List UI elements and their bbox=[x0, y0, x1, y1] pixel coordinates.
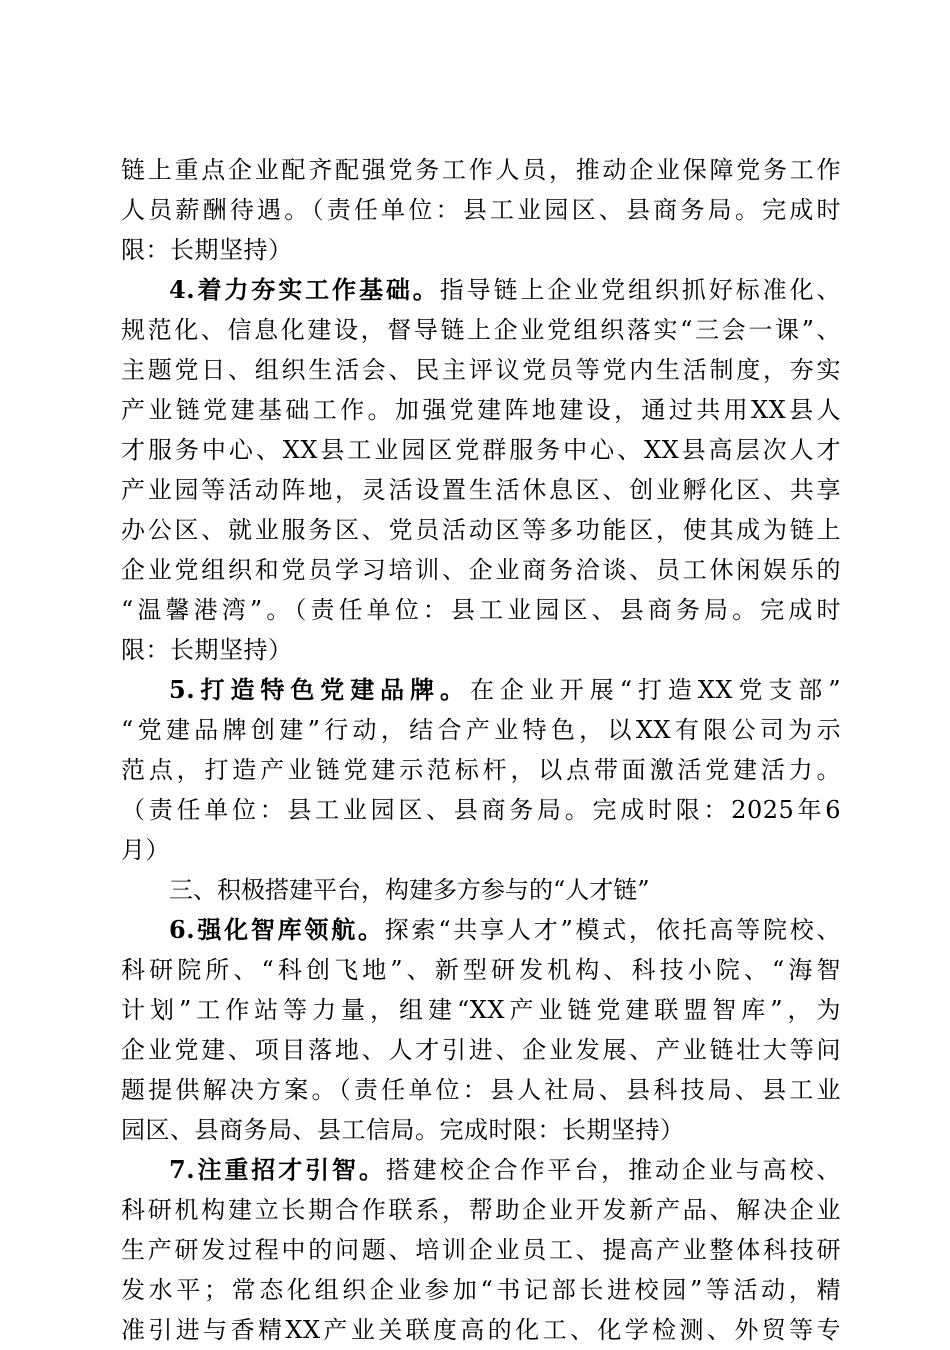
body-line: 链上重点企业配齐配强党务工作人员，推动企业保障党务工作 bbox=[121, 156, 841, 184]
body-line: 范点，打造产业链党建示范标杆，以点带面激活党建活力。 bbox=[121, 756, 841, 784]
item-5-lead-text: 在企业开展“打造XX党支部” bbox=[469, 676, 841, 704]
body-line: 月） bbox=[121, 836, 170, 864]
item-7-lead-text: 搭建校企合作平台，推动企业与高校、 bbox=[385, 1156, 841, 1184]
item-6-lead-text: 探索“共享人才”模式，依托高等院校、 bbox=[384, 916, 841, 944]
body-line: 办公区、就业服务区、党员活动区等多功能区，使其成为链上 bbox=[121, 516, 841, 544]
body-line: 生产研发过程中的问题、培训企业员工、提高产业整体科技研 bbox=[121, 1236, 841, 1264]
body-line: 主题党日、组织生活会、民主评议党员等党内生活制度，夯实 bbox=[121, 356, 841, 384]
body-line: 限：长期坚持） bbox=[121, 236, 293, 264]
body-line: 计划”工作站等力量，组建“XX产业链党建联盟智库”，为 bbox=[121, 996, 841, 1024]
body-line: 产业园等活动阵地，灵活设置生活休息区、创业孵化区、共享 bbox=[121, 476, 841, 504]
body-line: “温馨港湾”。（责任单位：县工业园区、县商务局。完成时 bbox=[121, 596, 841, 624]
body-line: 人员薪酬待遇。（责任单位：县工业园区、县商务局。完成时 bbox=[121, 196, 841, 224]
body-line: 准引进与香精XX产业关联度高的化工、化学检测、外贸等专 bbox=[121, 1316, 841, 1344]
body-line: 企业党组织和党员学习培训、企业商务洽谈、员工休闲娱乐的 bbox=[121, 556, 841, 584]
body-line: 题提供解决方案。（责任单位：县人社局、县科技局、县工业 bbox=[121, 1076, 841, 1104]
body-line: 科研院所、“科创飞地”、新型研发机构、科技小院、“海智 bbox=[121, 956, 841, 984]
item-7-title: 7.注重招才引智。 bbox=[169, 1155, 386, 1184]
body-line: 企业党建、项目落地、人才引进、企业发展、产业链壮大等问 bbox=[121, 1036, 841, 1064]
item-7-first-line bbox=[121, 1150, 841, 1190]
body-line: 园区、县商务局、县工信局。完成时限：长期坚持） bbox=[121, 1116, 685, 1144]
section-heading: 三、积极搭建平台，构建多方参与的“人才链” bbox=[169, 876, 650, 904]
body-line: 限：长期坚持） bbox=[121, 636, 293, 664]
item-4-first-line bbox=[121, 270, 841, 310]
item-6-title: 6.强化智库领航。 bbox=[169, 915, 385, 944]
item-5-title: 5.打造特色党建品牌。 bbox=[169, 675, 470, 704]
item-6-first-line bbox=[121, 910, 841, 950]
body-line: 产业链党建基础工作。加强党建阵地建设，通过共用XX县人 bbox=[121, 396, 841, 424]
item-5-first-line bbox=[121, 670, 841, 710]
body-line: 发水平；常态化组织企业参加“书记部长进校园”等活动，精 bbox=[121, 1276, 841, 1304]
body-line: 才服务中心、XX县工业园区党群服务中心、XX县高层次人才 bbox=[121, 436, 841, 464]
body-line: 科研机构建立长期合作联系，帮助企业开发新产品、解决企业 bbox=[121, 1196, 841, 1224]
body-line: “党建品牌创建”行动，结合产业特色，以XX有限公司为示 bbox=[121, 716, 841, 744]
item-4-lead-text: 指导链上企业党组织抓好标准化、 bbox=[439, 276, 841, 304]
item-4-title: 4.着力夯实工作基础。 bbox=[169, 275, 440, 304]
body-line: （责任单位：县工业园区、县商务局。完成时限：2025年6 bbox=[121, 796, 841, 824]
body-line: 规范化、信息化建设，督导链上企业党组织落实“三会一课”、 bbox=[121, 316, 841, 344]
document-body bbox=[121, 150, 841, 1350]
